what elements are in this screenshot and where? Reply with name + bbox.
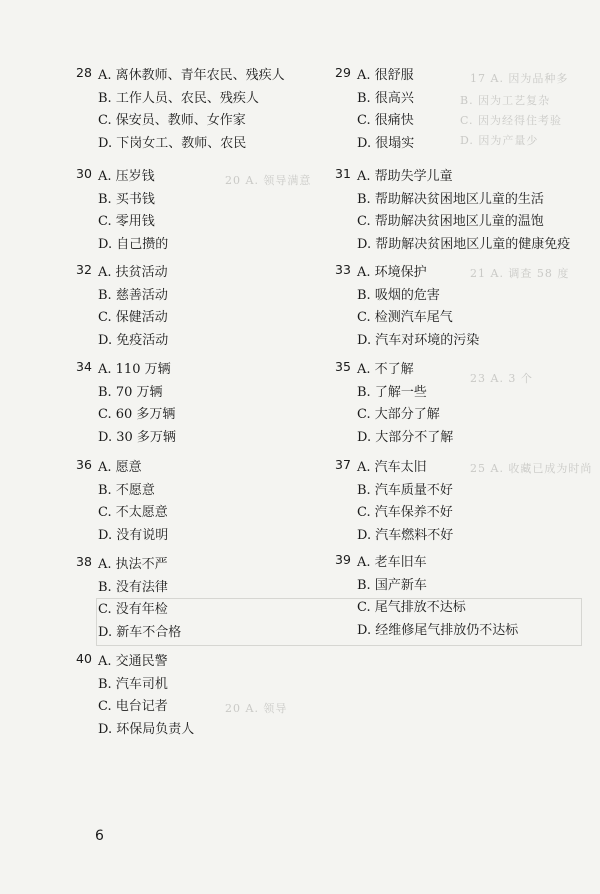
show-through-text: 21 A. 调查 58 度 <box>470 267 570 280</box>
option-d: D. 帮助解决贫困地区儿童的健康免疫 <box>357 236 571 252</box>
show-through-text: 20 A. 领导满意 <box>225 174 312 187</box>
show-through-text: 25 A. 收藏已成为时尚 <box>470 462 593 475</box>
option-c: C. 没有年检 <box>98 602 168 617</box>
option-a: A. 很舒服 <box>357 68 414 83</box>
option-c: C. 尾气排放不达标 <box>357 600 466 615</box>
option-d: D. 大部分不了解 <box>357 429 454 445</box>
option-d: D. 经维修尾气排放仍不达标 <box>357 622 519 638</box>
option-b: B. 很高兴 <box>357 90 414 106</box>
question-number: 39 <box>335 552 351 567</box>
option-d: D. 自己攒的 <box>98 236 169 252</box>
question-number: 31 <box>335 166 351 181</box>
option-c: C. 很痛快 <box>357 113 414 128</box>
option-b: B. 帮助解决贫困地区儿童的生活 <box>357 191 544 207</box>
question-number: 37 <box>335 457 351 472</box>
option-b: B. 没有法律 <box>98 579 168 595</box>
option-b: B. 慈善活动 <box>98 287 168 303</box>
option-c: C. 保安员、教师、女作家 <box>98 113 246 128</box>
option-d: D. 30 多万辆 <box>98 429 176 445</box>
option-c: C. 大部分了解 <box>357 407 440 422</box>
option-a: A. 交通民警 <box>98 654 168 669</box>
option-d: D. 环保局负责人 <box>98 721 195 737</box>
option-d: D. 很塌实 <box>357 135 415 151</box>
show-through-text: B. 因为工艺复杂 <box>460 94 551 107</box>
option-d: D. 新车不合格 <box>98 624 182 640</box>
option-a: A. 离休教师、青年农民、残疾人 <box>98 68 285 83</box>
option-c: C. 汽车保养不好 <box>357 505 453 520</box>
option-a: A. 压岁钱 <box>98 169 155 184</box>
option-b: B. 吸烟的危害 <box>357 287 440 303</box>
option-c: C. 保健活动 <box>98 310 168 325</box>
option-a: A. 执法不严 <box>98 557 168 572</box>
option-d: D. 没有说明 <box>98 527 169 543</box>
option-a: A. 老车旧车 <box>357 555 427 570</box>
option-a: A. 不了解 <box>357 362 414 377</box>
option-b: B. 70 万辆 <box>98 384 163 400</box>
question-number: 36 <box>76 457 92 472</box>
option-c: C. 检测汽车尾气 <box>357 310 453 325</box>
show-through-text: C. 因为经得住考验 <box>460 114 563 127</box>
option-b: B. 工作人员、农民、残疾人 <box>98 90 259 106</box>
option-c: C. 不太愿意 <box>98 505 168 520</box>
option-b: B. 不愿意 <box>98 482 155 498</box>
option-c: C. 60 多万辆 <box>98 407 176 422</box>
option-b: B. 国产新车 <box>357 577 427 593</box>
question-number: 35 <box>335 359 351 374</box>
page-number: 6 <box>95 828 104 844</box>
question-number: 32 <box>76 262 92 277</box>
option-a: A. 扶贫活动 <box>98 265 168 280</box>
show-through-text: 17 A. 因为品种多 <box>470 72 569 85</box>
question-number: 29 <box>335 65 351 80</box>
option-a: A. 环境保护 <box>357 265 427 280</box>
option-a: A. 帮助失学儿童 <box>357 169 453 184</box>
show-through-text: 20 A. 领导 <box>225 702 288 715</box>
option-c: C. 电台记者 <box>98 699 168 714</box>
option-a: A. 110 万辆 <box>98 362 171 377</box>
question-number: 33 <box>335 262 351 277</box>
question-number: 40 <box>76 651 92 666</box>
show-through-text: 23 A. 3 个 <box>470 372 533 385</box>
question-number: 30 <box>76 166 92 181</box>
option-a: A. 汽车太旧 <box>357 460 427 475</box>
option-c: C. 零用钱 <box>98 214 155 229</box>
question-number: 34 <box>76 359 92 374</box>
option-b: B. 买书钱 <box>98 191 155 207</box>
option-b: B. 汽车质量不好 <box>357 482 453 498</box>
option-b: B. 汽车司机 <box>98 676 168 692</box>
option-b: B. 了解一些 <box>357 384 427 400</box>
question-number: 38 <box>76 554 92 569</box>
option-d: D. 汽车对环境的污染 <box>357 332 480 348</box>
option-c: C. 帮助解决贫困地区儿童的温饱 <box>357 214 544 229</box>
question-number: 28 <box>76 65 92 80</box>
show-through-text: D. 因为产量少 <box>460 134 539 147</box>
option-d: D. 免疫活动 <box>98 332 169 348</box>
option-d: D. 汽车燃料不好 <box>357 527 454 543</box>
option-d: D. 下岗女工、教师、农民 <box>98 135 247 151</box>
option-a: A. 愿意 <box>98 460 142 475</box>
